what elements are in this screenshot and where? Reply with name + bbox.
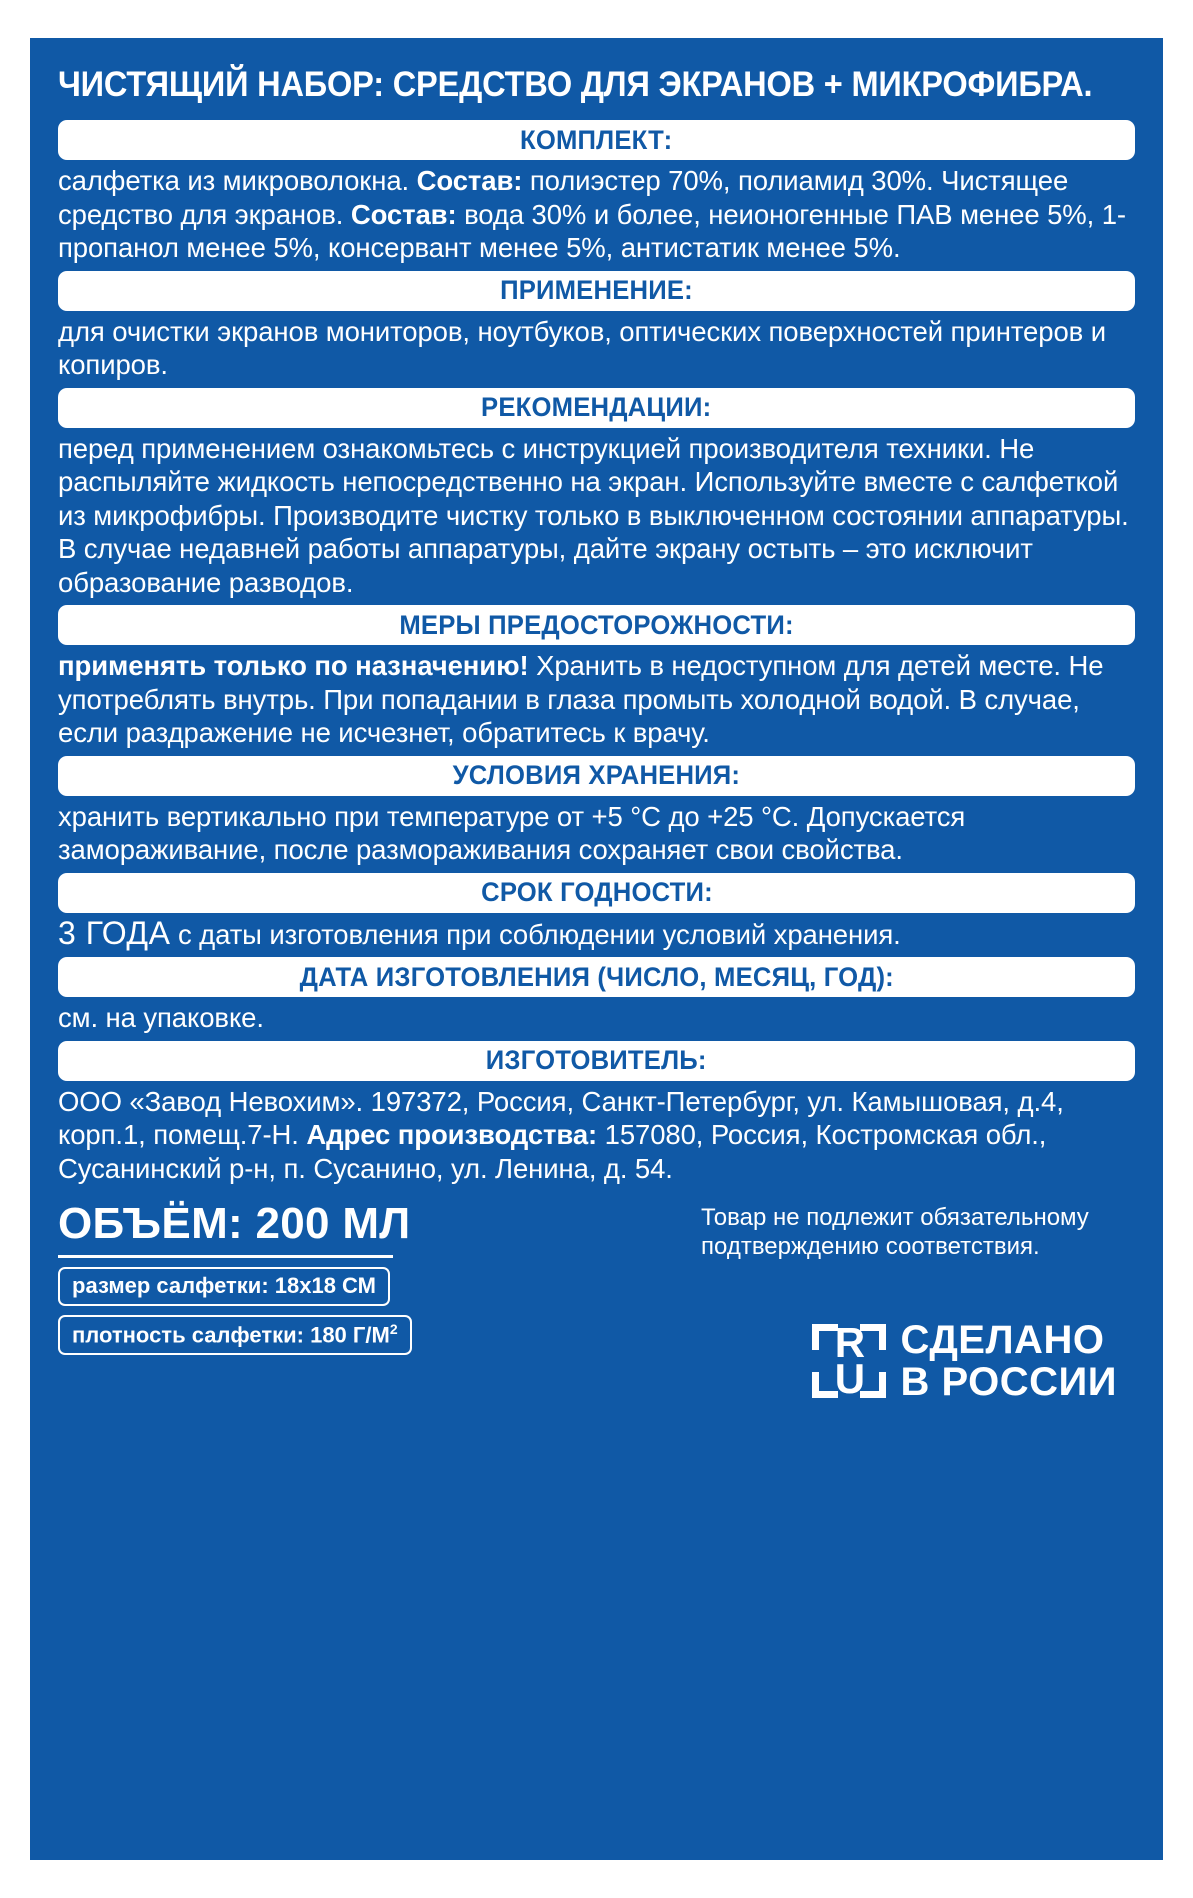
made-in-russia-logo xyxy=(812,1319,1117,1403)
section-body-mery-predostorozhnosti: применять только по назначению! Хранить в недоступном для детей месте. Не употреблять внутрь. При попадании в глаза промыть холодной водой. В случае, если раздражение не исчезнет, обратитесь к врачу. xyxy=(58,650,1104,748)
section-body-usloviya-hraneniya: хранить вертикально при температуре от +5 °C до +25 °C. Допускается замораживание, после размораживания сохраняет свои свойства. xyxy=(58,800,966,865)
wipe-density-label: плотность салфетки: 180 Г/М xyxy=(72,1322,390,1348)
section-body-rekomendacii: перед применением ознакомьтесь с инструкцией производителя техники. Не распыляйте жидкость непосредственно на экран. Используйте вместе с салфеткой из микрофибры. Производите чистку только в выключенном состоянии аппаратуры. В случае недавней работы аппаратуры, дайте экрану остыть – это исключит образование разводов. xyxy=(58,432,1129,598)
section-header-label: СРОК ГОДНОСТИ: xyxy=(480,877,713,907)
section-header-srok-godnosti xyxy=(58,873,1135,913)
ru-letter-r: R xyxy=(834,1319,865,1366)
section-header-label: ИЗГОТОВИТЕЛЬ: xyxy=(486,1045,707,1075)
ru-letters xyxy=(812,1319,886,1402)
wipe-density-superscript: 2 xyxy=(389,1321,398,1337)
page-title: ЧИСТЯЩИЙ НАБОР: СРЕДСТВО ДЛЯ ЭКРАНОВ + МИКРОФИБРА. xyxy=(58,65,1093,104)
divider xyxy=(58,1255,393,1258)
compliance-note: Товар не подлежит обязательному подтверждению соответствия. xyxy=(701,1204,1089,1260)
section-header-label: МЕРЫ ПРЕДОСТОРОЖНОСТИ: xyxy=(399,609,794,640)
section-header-data-izgotovleniya xyxy=(58,957,1135,997)
section-header-label: РЕКОМЕНДАЦИИ: xyxy=(481,392,712,422)
section-header-label: ПРИМЕНЕНИЕ: xyxy=(500,275,693,305)
section-body-komplekt: салфетка из микроволокна. Состав: полиэстер 70%, полиамид 30%. Чистящее средство для экранов. Состав: вода 30% и более, неионогенные ПАВ менее 5%, 1-пропанол менее 5%, консервант менее 5%, антистатик менее 5%. xyxy=(58,165,1126,263)
section-header-label: УСЛОВИЯ ХРАНЕНИЯ: xyxy=(452,760,741,790)
section-header-primenenie xyxy=(58,271,1135,311)
section-body-data-izgotovleniya: см. на упаковке. xyxy=(58,1002,264,1033)
wipe-density-badge xyxy=(58,1315,412,1355)
made-in-russia-text xyxy=(900,1319,1117,1403)
section-header-label: КОМПЛЕКТ: xyxy=(520,124,673,155)
section-header-mery-predostorozhnosti xyxy=(58,605,1135,645)
section-header-label: ДАТА ИЗГОТОВЛЕНИЯ (ЧИСЛО, МЕСЯЦ, ГОД): xyxy=(299,961,894,992)
section-body-izgotovitel: ООО «Завод Невохим». 197372, Россия, Санкт-Петербург, ул. Камышовая, д.4, корп.1, помещ.7-Н. Адрес производства: 157080, Россия, Костромская обл., Сусанинский р-н, п. Сусанино, ул. Ленина, д. 54. xyxy=(58,1085,1064,1184)
section-body-srok-godnosti: 3 ГОДА с даты изготовления при соблюдении условий хранения. xyxy=(58,914,901,951)
section-header-rekomendacii xyxy=(58,388,1135,428)
made-in-line-1: СДЕЛАНО xyxy=(900,1318,1105,1362)
section-header-izgotovitel xyxy=(58,1041,1135,1081)
section-header-komplekt xyxy=(58,120,1135,160)
volume-text: ОБЪЁМ: 200 МЛ xyxy=(58,1199,411,1248)
ru-bracket-icon xyxy=(812,1319,886,1402)
made-in-line-2: В РОССИИ xyxy=(900,1360,1117,1404)
section-header-usloviya-hraneniya xyxy=(58,756,1135,796)
wipe-size-badge: размер салфетки: 18x18 СМ xyxy=(58,1267,390,1306)
ru-letter-u: U xyxy=(834,1355,865,1402)
product-label xyxy=(30,38,1163,1860)
section-body-primenenie: для очистки экранов мониторов, ноутбуков, оптических поверхностей принтеров и копиров. xyxy=(58,315,1106,380)
footer-block xyxy=(58,1199,1135,1499)
